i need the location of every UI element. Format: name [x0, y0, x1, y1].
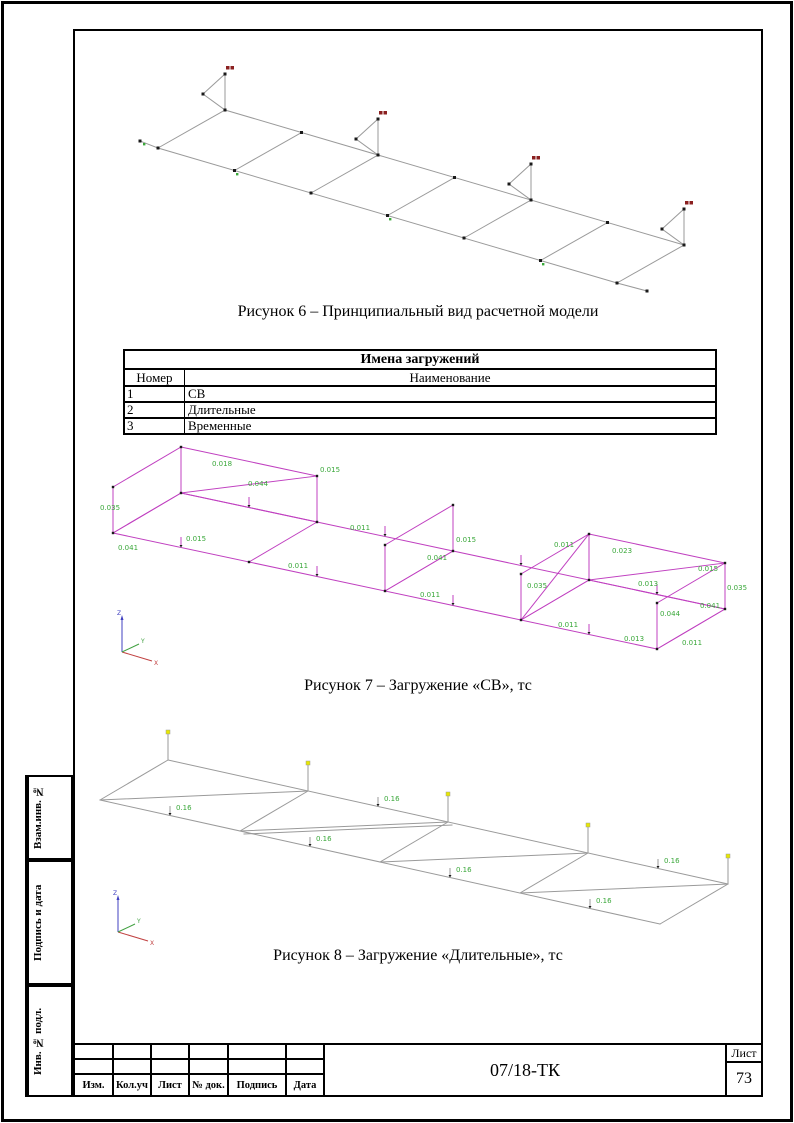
load-value-label: 0.013: [638, 580, 659, 588]
title-block-col-podpis: Подпись: [229, 1045, 287, 1095]
figure-7-caption: Рисунок 7 – Загружение «СВ», тс: [304, 677, 532, 694]
load-cases-table: [123, 349, 717, 435]
fig8-yellow-markers: [166, 730, 730, 858]
load-value-label: 0.011: [558, 621, 579, 629]
fig7-frame-lines: [113, 447, 725, 649]
load-value-label: 0.16: [596, 897, 612, 905]
load-value-label: 0.16: [384, 795, 400, 803]
fig7-load-value-labels: [100, 460, 747, 647]
load-value-label: 0.035: [727, 584, 748, 592]
figure-7-load-sv-wireframe: [95, 440, 760, 670]
fig7-nodes: [112, 446, 726, 650]
svg-text:Y: Y: [141, 638, 145, 645]
svg-text:Z: Z: [117, 610, 122, 617]
load-value-label: 0.041: [427, 554, 448, 562]
load-value-label: 0.044: [248, 480, 269, 488]
sidebar-label: Взам.инв. №: [27, 777, 47, 858]
coordinate-axes-icon: [117, 610, 158, 667]
load-value-label: 0.015: [456, 536, 477, 544]
load-value-label: 0.015: [698, 565, 719, 573]
load-value-label: 0.018: [212, 460, 233, 468]
load-value-label: 0.023: [612, 547, 633, 555]
sidebar-label: Инв. № подл.: [27, 987, 47, 1095]
figure-8-load-long-wireframe: [85, 725, 755, 947]
title-block-col-koluch: Кол.уч: [114, 1045, 152, 1095]
svg-text:X: X: [154, 660, 159, 667]
load-value-label: 0.011: [288, 562, 309, 570]
figure-6-model-wireframe: [85, 45, 730, 300]
sheet-number: 73: [736, 1070, 752, 1087]
figure-8-caption: Рисунок 8 – Загружение «Длительные», тс: [273, 947, 563, 964]
load-value-label: 0.013: [624, 635, 645, 643]
fig7-load-ticks: [180, 498, 659, 635]
sidebar-box-vzam-inv: [25, 775, 73, 860]
load-value-label: 0.035: [527, 582, 548, 590]
table-header-row: [125, 368, 715, 387]
sidebar-box-podpis-data: [25, 860, 73, 985]
table-title: Имена загружений: [360, 352, 480, 367]
load-value-label: 0.041: [700, 602, 721, 610]
load-value-label: 0.16: [664, 857, 680, 865]
table-row: 2 Длительные: [125, 403, 715, 419]
table-row: 1 СВ: [125, 387, 715, 403]
load-value-label: 0.011: [350, 524, 371, 532]
fig6-frame-lines: [140, 74, 684, 291]
load-value-label: 0.16: [316, 835, 332, 843]
load-value-label: 0.035: [100, 504, 121, 512]
fig6-nodes: [139, 73, 686, 293]
table-header-number: Номер: [125, 370, 185, 385]
title-block-col-list: Лист: [152, 1045, 190, 1095]
load-value-label: 0.16: [456, 866, 472, 874]
svg-text:X: X: [150, 940, 155, 947]
fig8-load-value-labels: [176, 795, 680, 905]
title-block-col-izm: Изм.: [75, 1045, 114, 1095]
load-value-label: 0.041: [118, 544, 139, 552]
sidebar-blank-cell: [47, 987, 71, 1095]
svg-text:Z: Z: [113, 890, 118, 897]
load-value-label: 0.011: [420, 591, 441, 599]
load-value-label: 0.015: [320, 466, 341, 474]
title-block-col-data: Дата: [287, 1045, 325, 1095]
title-block: [73, 1043, 763, 1097]
sidebar-blank-cell: [47, 777, 71, 858]
table-header-name: Наименование: [409, 370, 491, 385]
load-value-label: 0.011: [682, 639, 703, 647]
coordinate-axes-icon: [113, 890, 154, 947]
sidebar-label: Подпись и дата: [27, 862, 47, 983]
load-value-label: 0.011: [554, 541, 575, 549]
load-value-label: 0.16: [176, 804, 192, 812]
svg-text:Y: Y: [137, 918, 141, 925]
load-value-label: 0.015: [186, 535, 207, 543]
table-row: 3 Временные: [127, 418, 252, 433]
sheet-label: Лист: [727, 1045, 761, 1063]
document-number: 07/18-ТК: [490, 1059, 560, 1080]
title-block-col-dok: № док.: [190, 1045, 229, 1095]
figure-6-caption: Рисунок 6 – Принципиальный вид расчетной модели: [237, 303, 599, 320]
sidebar-box-inv-podl: [25, 985, 73, 1097]
sheet-cell: [725, 1045, 761, 1095]
load-value-label: 0.044: [660, 610, 681, 618]
fig8-frame-lines: [100, 732, 728, 924]
sidebar-blank-cell: [47, 862, 71, 983]
